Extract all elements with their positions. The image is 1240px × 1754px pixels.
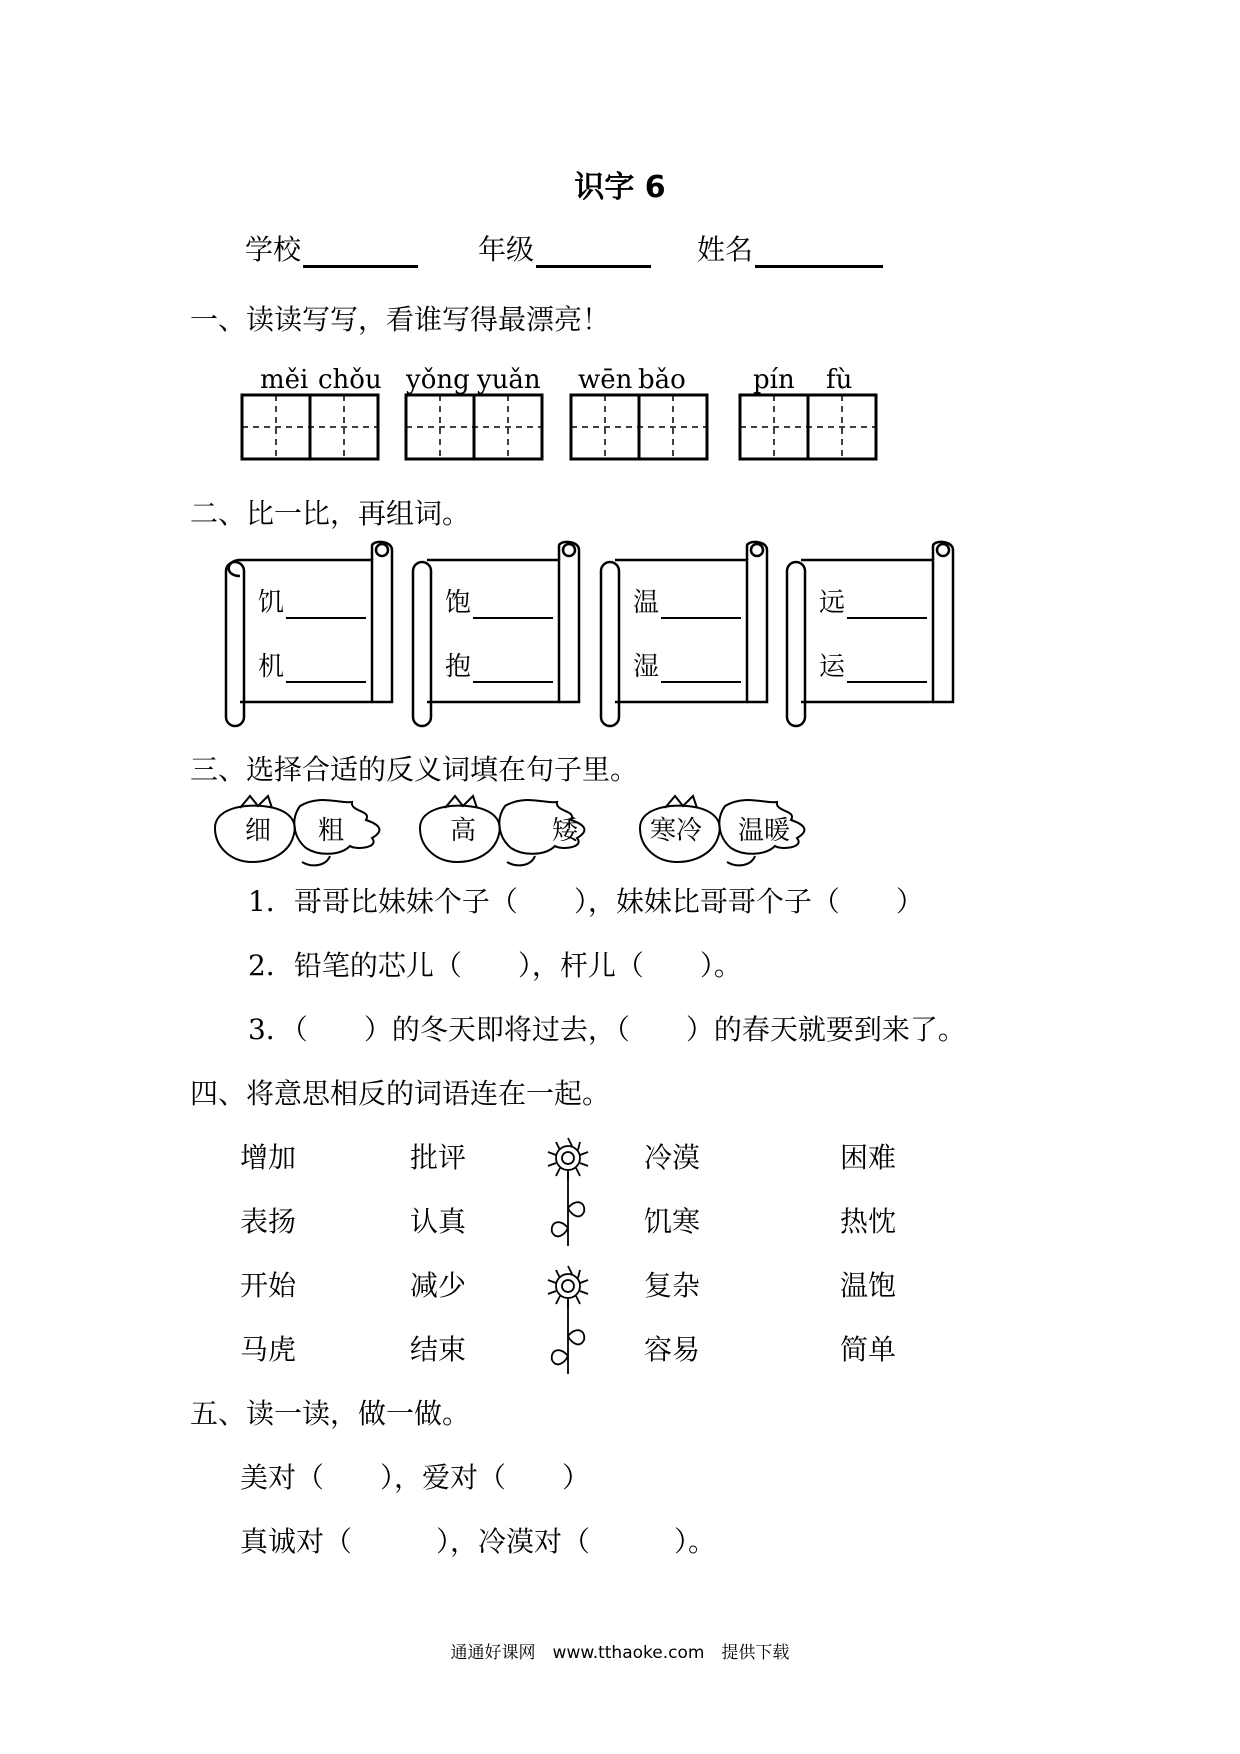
name-label: 姓名 (697, 233, 754, 266)
writing-grids (0, 0, 1240, 480)
writing-grid-4 (740, 395, 876, 459)
word[interactable]: 简单 (840, 1333, 897, 1366)
pinyin-fu: fù (826, 365, 853, 395)
section3-heading: 三、选择合适的反义词填在句子里。 (190, 753, 639, 786)
question-2: 2．铅笔的芯儿（ ），杆儿（ ）。 (248, 949, 742, 982)
fruit-word-5: 寒冷 (650, 816, 703, 846)
word[interactable]: 热忱 (840, 1205, 897, 1238)
question-3: 3．（ ）的冬天即将过去，（ ）的春天就要到来了。 (248, 1013, 966, 1046)
pinyin-mei: měi (260, 365, 309, 395)
word[interactable]: 结束 (410, 1333, 467, 1366)
sunflower-icon (548, 1266, 588, 1374)
scroll3-bottom: 湿 (633, 646, 741, 683)
page-title: 识字 6 (574, 170, 666, 205)
word[interactable]: 减少 (410, 1269, 467, 1302)
scroll-frame-3 (601, 542, 767, 726)
fruit-word-2: 粗 (318, 816, 345, 846)
word[interactable]: 马虎 (240, 1333, 297, 1366)
word[interactable]: 困难 (840, 1141, 897, 1174)
question-1: 1．哥哥比妹妹个子（ ），妹妹比哥哥个子（ ） (248, 885, 924, 918)
school-label: 学校 (245, 233, 302, 266)
word[interactable]: 复杂 (644, 1269, 701, 1302)
fruit-word-1: 细 (245, 816, 272, 846)
word[interactable]: 表扬 (240, 1205, 297, 1238)
sunflower-divider (530, 1128, 610, 1384)
writing-grid-1 (242, 395, 378, 459)
section4-heading: 四、将意思相反的词语连在一起。 (190, 1077, 611, 1110)
writing-grid-3 (571, 395, 707, 459)
scroll-frame-4 (787, 542, 953, 726)
fruit-word-6: 温暖 (738, 816, 791, 846)
word[interactable]: 认真 (410, 1205, 467, 1238)
blank[interactable] (661, 657, 741, 683)
blank[interactable] (286, 593, 366, 619)
footer-credit: 通通好课网 www.tthaoke.com 提供下载 (450, 1643, 790, 1663)
blank[interactable] (286, 657, 366, 683)
fruit-word-shapes (0, 790, 1240, 870)
exercise-line-1: 美对（ ），爱对（ ） (240, 1461, 591, 1494)
scroll2-top: 饱 (445, 582, 553, 619)
blank[interactable] (473, 657, 553, 683)
blank[interactable] (661, 593, 741, 619)
word[interactable]: 饥寒 (644, 1205, 701, 1238)
section5-heading: 五、读一读，做一做。 (190, 1397, 471, 1430)
pinyin-pin: pín (753, 365, 795, 395)
scroll4-top: 远 (819, 582, 927, 619)
scroll1-top: 饥 (258, 582, 366, 619)
blank[interactable] (847, 593, 927, 619)
scroll1-bottom: 机 (258, 646, 366, 683)
pinyin-yuan: yuǎn (477, 365, 541, 395)
blank[interactable] (847, 657, 927, 683)
fruit-word-4: 矮 (552, 816, 579, 846)
word[interactable]: 冷漠 (644, 1141, 701, 1174)
pinyin-wen: wēn (578, 365, 633, 395)
pinyin-yong: yǒng (406, 365, 470, 395)
word[interactable]: 开始 (240, 1269, 297, 1302)
exercise-line-2: 真诚对（ ），冷漠对（ ）。 (240, 1525, 717, 1558)
scroll4-bottom: 运 (819, 646, 927, 683)
word[interactable]: 增加 (240, 1141, 297, 1174)
blank[interactable] (473, 593, 553, 619)
sunflower-icon (548, 1138, 588, 1246)
scroll-frame-2 (413, 542, 579, 726)
writing-grid-2 (406, 395, 542, 459)
section2-heading: 二、比一比，再组词。 (190, 497, 471, 530)
pinyin-bao: bǎo (638, 365, 686, 395)
scroll3-top: 温 (633, 582, 741, 619)
fruit-word-3: 高 (450, 816, 477, 846)
word[interactable]: 容易 (644, 1333, 701, 1366)
word[interactable]: 温饱 (840, 1269, 897, 1302)
scroll-frames (0, 530, 1240, 730)
pinyin-chou: chǒu (318, 365, 382, 395)
grade-label: 年级 (478, 233, 535, 266)
word[interactable]: 批评 (410, 1141, 467, 1174)
scroll-frame-1 (226, 542, 392, 726)
scroll2-bottom: 抱 (445, 646, 553, 683)
section1-heading: 一、读读写写，看谁写得最漂亮！ (190, 303, 611, 336)
